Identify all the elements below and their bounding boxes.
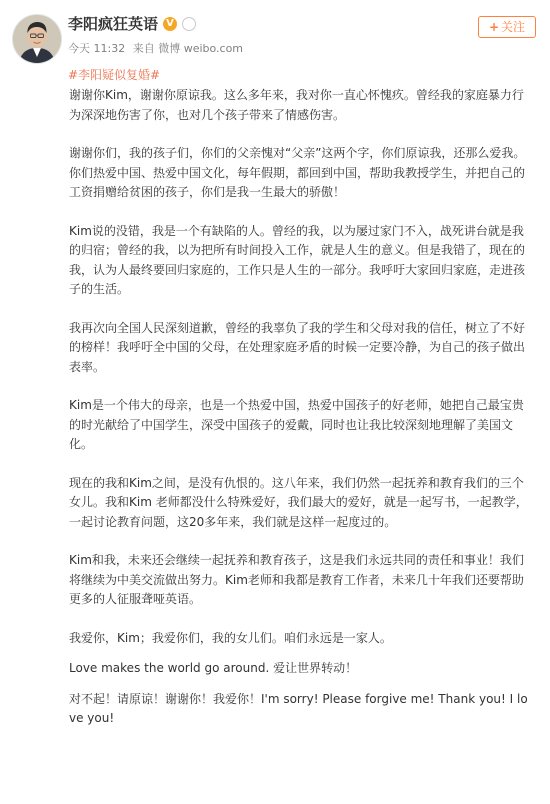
post-time[interactable]: 今天 11:32 [68, 42, 126, 55]
post-paragraph: 对不起！请原谅！谢谢你！我爱你！I'm sorry! Please forgive me! Thank you! I love you! [69, 691, 528, 725]
post-paragraph: Kim说的没错，我是一个有缺陷的人。曾经的我，以为屡过家门不入，战死讲台就是我的归宿；曾经的我，以为把所有时间投入工作，就是人生的意义。但是我错了，现在的我，认为人最终要回归家庭的，工作只是人生的一部分。我呼吁大家回归家庭，走进孩子的生活。 [69, 223, 526, 296]
username-link[interactable]: 李阳疯狂英语 [68, 15, 159, 33]
post-paragraph: 我爱你，Kim；我爱你们，我的女儿们。咱们永远是一家人。 [69, 630, 392, 645]
avatar[interactable] [12, 14, 62, 64]
avatar-photo-icon [13, 15, 61, 63]
post-paragraph: 我再次向全国人民深刻道歉，曾经的我辜负了我的学生和父母对我的信任，树立了不好的榜样！我呼吁全中国的父母，在处理家庭矛盾的时候一定要冷静，为自己的孩子做出表率。 [69, 320, 526, 374]
hashtag-link[interactable]: #李阳疑似复婚# [68, 68, 161, 82]
follow-button-label: 关注 [501, 20, 526, 34]
post-source[interactable]: 来自 微博 weibo.com [132, 42, 244, 55]
verified-badge-icon: V [163, 17, 177, 31]
post-paragraph: 谢谢你们，我的孩子们，你们的父亲愧对“父亲”这两个字，你们原谅我，还那么爱我。你们热爱中国、热爱中国文化，每年假期，都回到中国，帮助我教授学生，并把自己的工资捐赠给贫困的孩子，你们是我一生最大的骄傲！ [69, 146, 526, 199]
post-content [69, 86, 531, 748]
follow-button[interactable] [478, 16, 536, 38]
post-paragraph: 现在的我和Kim之间，是没有仇恨的。这八年来，我们仍然一起抚养和教育我们的三个女儿。我和Kim 老师都没什么特殊爱好，我们最大的爱好，就是一起写书，一起教学，一起讨论教育问题，这20多年来，我们就是这样一起度过的。 [69, 475, 528, 529]
name-row [68, 13, 196, 34]
plus-icon: + [488, 20, 500, 34]
member-level-icon [182, 17, 196, 31]
post-header [0, 0, 550, 62]
post-paragraph: Kim是一个伟大的母亲，也是一个热爱中国，热爱中国孩子的好老师，她把自己最宝贵的时光献给了中国学生，深受中国孩子的爱戴，同时也让我比较深刻地理解了美国文化。 [69, 398, 524, 451]
post-paragraph: Love makes the world go around. 爱让世界转动！ [69, 661, 358, 675]
post-paragraph: Kim和我，未来还会继续一起抚养和教育孩子，这是我们永远共同的责任和事业！我们将继续为中美交流做出努力。Kim老师和我都是教育工作者，未来几十年我们还要帮助更多的人征服聋哑英语。 [69, 553, 524, 606]
post-meta [68, 40, 247, 56]
post-paragraph: 谢谢你Kim，谢谢你原谅我。这么多年来，我对你一直心怀愧疚。曾经我的家庭暴力行为深深地伤害了你，也对几个孩子带来了情感伤害。 [69, 88, 524, 122]
